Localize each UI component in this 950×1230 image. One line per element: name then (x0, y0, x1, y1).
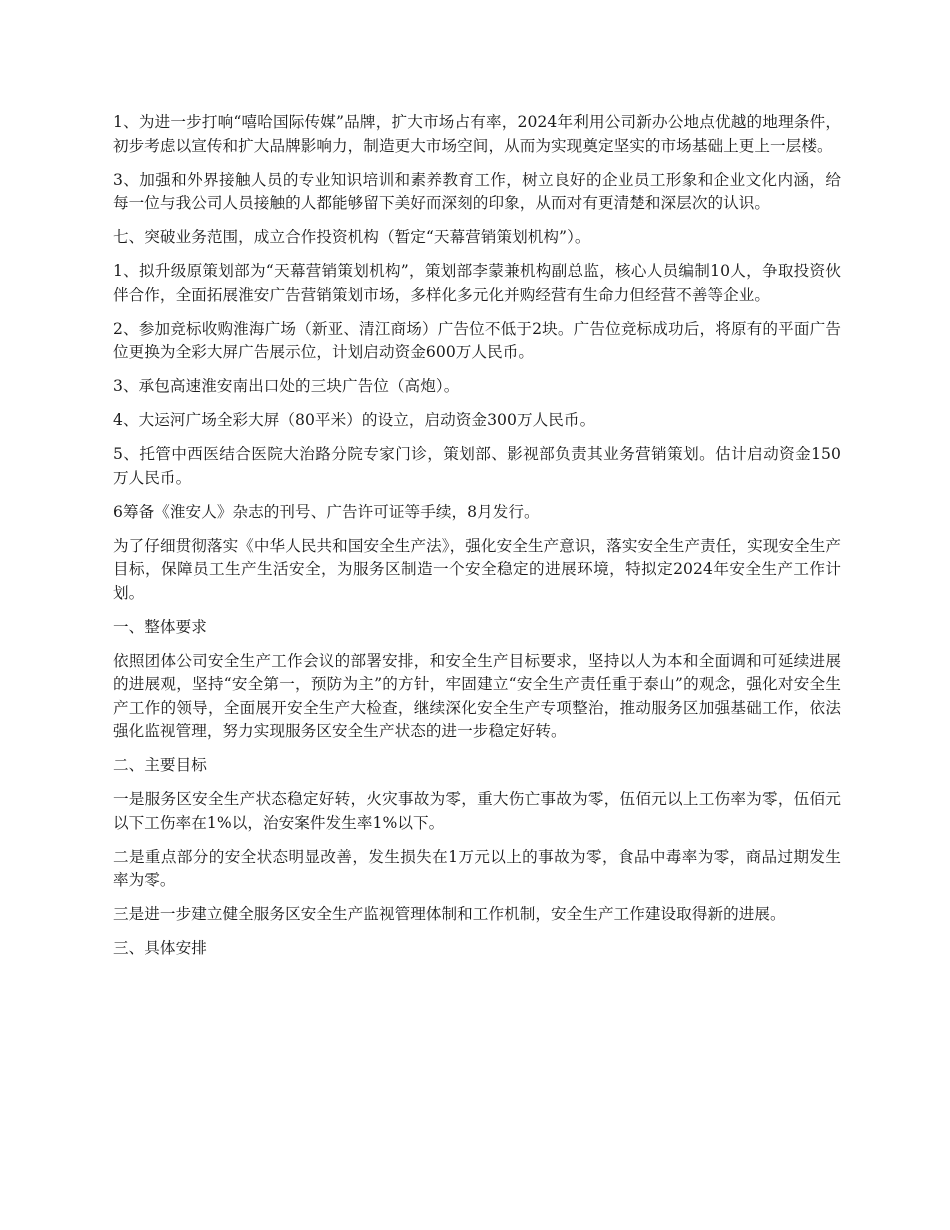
section-heading-investment-agency: 七、突破业务范围，成立合作投资机构（暂定“天幕营销策划机构”）。 (113, 228, 591, 246)
paragraph-agency-upgrade: 1、拟升级原策划部为“天幕营销策划机构”，策划部李蒙兼机构副总监，核心人员编制10人，争取投资伙伴合作，全面拓展淮安广告营销策划市场，多样化多元化并购经营有生命力但经营不善等企业。 (113, 262, 841, 304)
paragraph-highway-billboards: 3、承包高速淮安南出口处的三块广告位（高炮）。 (113, 377, 460, 395)
paragraph-staff-training: 3、加强和外界接触人员的专业知识培训和素养教育工作，树立良好的企业员工形象和企业文化内涵，给每一位与我公司人员接触的人都能够留下美好而深刻的印象，从而对有更清楚和深层次的认识。 (113, 170, 841, 212)
section-heading-specific-arrangements: 三、具体安排 (113, 939, 207, 957)
paragraph-bid-ad-spaces: 2、参加竞标收购淮海广场（新亚、清江商场）广告位不低于2块。广告位竞标成功后，将原有的平面广告位更换为全彩大屏广告展示位，计划启动资金600万人民币。 (113, 319, 841, 361)
section-heading-overall-requirements: 一、整体要求 (113, 617, 207, 636)
paragraph-goal-three: 三是进一步建立健全服务区安全生产监视管理体制和工作机制，安全生产工作建设取得新的进展。 (113, 905, 786, 923)
section-heading-main-goals: 二、主要目标 (113, 756, 207, 774)
paragraph-hospital-clinic: 5、托管中西医结合医院大治路分院专家门诊，策划部、影视部负责其业务营销策划。估计启动资金150万人民币。 (113, 445, 841, 487)
document-body (113, 111, 841, 971)
paragraph-overall-requirements: 依照团体公司安全生产工作会议的部署安排，和安全生产目标要求，坚持以人为本和全面调和可延续进展的进展观，坚持“安全第一，预防为主”的方针，牢固建立“安全生产责任重于泰山”的观念，强化对安全生产工作的领导，全面展开安全生产大检查，继续深化安全生产专项整治，推动服务区加强基础工作，依法强化监视管理，努力实现服务区安全生产状态的进一步稳定好转。 (113, 651, 841, 740)
paragraph-goal-one: 一是服务区安全生产状态稳定好转，火灾事故为零，重大伤亡事故为零，伍佰元以上工伤率为零，伍佰元以下工伤率在1%以，治安案件发生率1%以下。 (113, 790, 841, 832)
paragraph-goal-two: 二是重点部分的安全状态明显改善，发生损失在1万元以上的事故为零，食品中毒率为零，商品过期发生率为零。 (113, 847, 841, 889)
paragraph-brand-expansion: 1、为进一步打响“嘻哈国际传媒”品牌，扩大市场占有率，2024年利用公司新办公地点优越的地理条件，初步考虑以宣传和扩大品牌影响力，制造更大市场空间，从而为实现奠定坚实的市场基础上更上一层楼。 (113, 113, 841, 155)
paragraph-safety-intro: 为了仔细贯彻落实《中华人民共和国安全生产法》，强化安全生产意识，落实安全生产责任，实现安全生产目标，保障员工生产生活安全，为服务区制造一个安全稳定的进展环境，特拟定2024年安全生产工作计划。 (113, 536, 841, 602)
paragraph-canal-screen: 4、大运河广场全彩大屏（80平米）的设立，启动资金300万人民币。 (113, 411, 596, 429)
paragraph-magazine: 6筹备《淮安人》杂志的刊号、广告许可证等手续，8月发行。 (113, 502, 540, 521)
